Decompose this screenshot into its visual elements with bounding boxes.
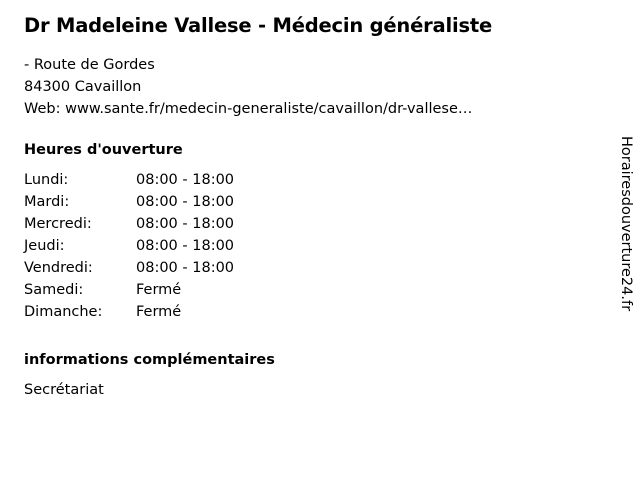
address-web: Web: www.sante.fr/medecin-generaliste/cavaillon/dr-vallese…	[24, 101, 473, 118]
address-block	[24, 54, 640, 120]
hours-time: Fermé	[136, 304, 182, 321]
opening-hours-heading: Heures d'ouverture	[24, 142, 183, 159]
hours-time: Fermé	[136, 282, 182, 299]
opening-hours-table	[24, 172, 234, 326]
address-street: - Route de Gordes	[24, 57, 155, 74]
additional-info-text: Secrétariat	[24, 382, 104, 399]
hours-day: Jeudi:	[24, 238, 65, 255]
table-row	[24, 216, 234, 238]
hours-day: Samedi:	[24, 282, 84, 299]
hours-day: Mardi:	[24, 194, 70, 211]
hours-time: 08:00 - 18:00	[136, 260, 235, 277]
watermark-label: Horairesdouverture24.fr	[618, 136, 634, 312]
address-city: 84300 Cavaillon	[24, 79, 142, 96]
table-row	[24, 304, 234, 326]
table-row	[24, 260, 234, 282]
hours-day: Vendredi:	[24, 260, 93, 277]
table-row	[24, 172, 234, 194]
table-row	[24, 238, 234, 260]
page-title: Dr Madeleine Vallese - Médecin généraliste	[24, 14, 493, 37]
hours-day: Mercredi:	[24, 216, 92, 233]
hours-day: Lundi:	[24, 172, 69, 189]
hours-time: 08:00 - 18:00	[136, 216, 235, 233]
hours-time: 08:00 - 18:00	[136, 172, 235, 189]
additional-info-heading: informations complémentaires	[24, 352, 275, 369]
hours-day: Dimanche:	[24, 304, 103, 321]
hours-time: 08:00 - 18:00	[136, 194, 235, 211]
hours-time: 08:00 - 18:00	[136, 238, 235, 255]
table-row	[24, 194, 234, 216]
table-row	[24, 282, 234, 304]
